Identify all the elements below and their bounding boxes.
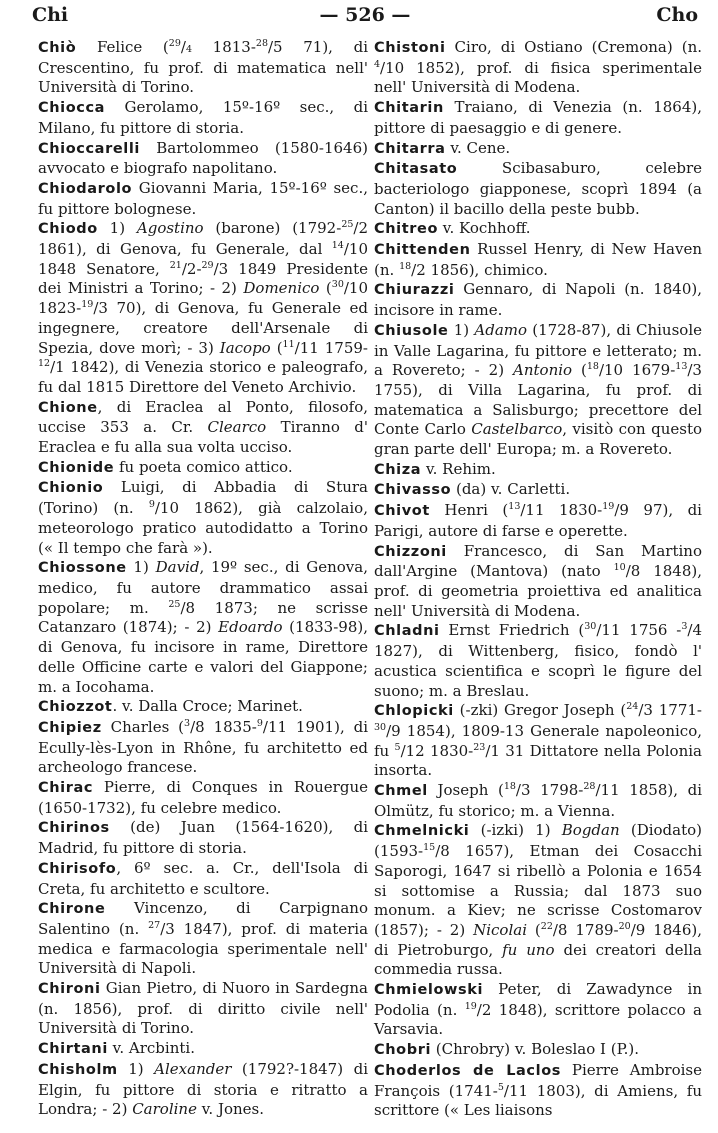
entry-text: /8 1789- [552, 920, 619, 939]
dictionary-entry [374, 821, 702, 980]
entry-date-fraction: 28 [255, 38, 268, 49]
entry-headword: Chitarra [374, 140, 446, 157]
entry-date-fraction: 11 [282, 338, 295, 350]
dictionary-entry [38, 778, 368, 818]
entry-headword: Chionio [38, 480, 104, 497]
dictionary-entry [38, 38, 368, 98]
entry-headword: Chivot [374, 503, 430, 520]
entry-text: 1) [117, 1059, 155, 1078]
entry-headword: Chittenden [374, 242, 471, 259]
entry-text: Gennaro, di Napoli (n. 1840), incisore in rame. [374, 280, 702, 320]
entry-date-fraction: 5 [497, 1081, 504, 1093]
dictionary-entry [374, 701, 702, 781]
entry-headword: Chiurazzi [374, 282, 455, 299]
entry-headword: Chironi [38, 981, 101, 998]
dictionary-entry [374, 38, 702, 98]
entry-italic-text: Adamo [474, 320, 528, 339]
entry-date-fraction: 3 [184, 717, 191, 729]
entry-text: (Chrobry) v. Boleslao I (P.). [431, 1040, 640, 1059]
entry-text: (barone) (1792- [203, 219, 342, 238]
dictionary-entry [38, 219, 368, 397]
entry-text: /4 1827), di Wittenberg, fisico, fondò l' acustica scientifica e scoprì le figure del suono; m. a Breslau. [374, 621, 703, 700]
entry-italic-text: Domenico [243, 279, 320, 298]
entry-date-fraction: 18 [503, 781, 516, 793]
entry-text: /2- [181, 259, 202, 278]
entry-headword: Chione [38, 399, 98, 416]
dictionary-entry [38, 458, 368, 479]
entry-headword: Chirone [38, 901, 106, 918]
entry-text: fu poeta comico attico. [114, 457, 293, 476]
entry-italic-text: fu uno [502, 940, 555, 959]
entry-date-fraction: 25 [341, 219, 354, 231]
entry-headword: Chionide [38, 459, 115, 476]
entry-text: Vincenzo, di Carpignano Salentino (n. [38, 899, 368, 938]
entry-text: /2 1848), scrittore polacco a Varsavia. [374, 1000, 702, 1039]
entry-headword: Chirinos [38, 820, 110, 837]
entry-text: /3 70), di Genova, fu Generale ed ingegnere, creatore dell'Arsenale di Spezia, dove morì; - 3) [38, 299, 368, 357]
entry-text: Henri ( [429, 501, 509, 520]
entry-date-fraction: 13 [508, 501, 521, 513]
entry-text: 1813- [192, 38, 256, 56]
entry-headword: Chiò [38, 40, 77, 56]
entry-headword: Chmielowski [374, 982, 484, 999]
dictionary-entry [38, 718, 368, 778]
entry-text: , 19º sec., di Genova, medico, fu autore drammatico assai popolare; m. [38, 558, 368, 617]
entry-date-fraction: 27 [148, 919, 161, 931]
dictionary-entry [374, 480, 702, 501]
entry-text: /10 1862), già calzolaio, meteorologo pratico autodidatto a Torino (« Il tempo che farà »). [38, 499, 368, 557]
entry-text: dei creatori della commedia russa. [374, 940, 702, 979]
dictionary-entry [38, 1060, 368, 1120]
dictionary-entry [38, 818, 368, 858]
entry-text: /8 1835- [190, 717, 257, 736]
entry-headword: Chioccarelli [38, 140, 140, 157]
entry-text: v. Arcbinti. [107, 1039, 195, 1058]
dictionary-entry [38, 979, 368, 1039]
entry-text: Tiranno d' Eraclea e fu alla sua volta ucciso. [38, 418, 368, 457]
entry-headword: Chiossone [38, 560, 127, 577]
dictionary-entry [374, 219, 702, 240]
entry-text: /9 1854), 1809-13 Generale napoleonico, fu [374, 721, 702, 760]
entry-date-fraction: 18 [586, 361, 599, 373]
dictionary-entry [38, 98, 368, 138]
entry-date-fraction: 19 [602, 501, 615, 513]
entry-headword: Chisholm [38, 1061, 118, 1078]
entry-date-fraction: 29 [168, 38, 181, 49]
dictionary-entry [374, 139, 702, 160]
entry-italic-text: Edoardo [218, 618, 283, 637]
running-head-left: Chi [32, 4, 69, 26]
entry-text: /11 1858), di Olmütz, fu storico; m. a Vienna. [374, 781, 703, 820]
entry-headword: Chmelnicki [374, 823, 470, 840]
dictionary-entry [374, 621, 702, 701]
entry-text: /11 1803), di Amiens, fu scrittore (« Les liaisons [374, 1081, 702, 1120]
entry-text: Giovanni Maria, 15º-16º sec., fu pittore bolognese. [38, 178, 368, 218]
entry-text: Francesco, di San Martino dall'Argine (Mantova) (nato [374, 541, 702, 581]
entry-text: v. Jones. [196, 1100, 265, 1119]
entry-italic-text: Agostino [136, 219, 204, 238]
dictionary-entry [374, 542, 702, 622]
dictionary-entry [374, 460, 702, 481]
entry-text: ( [270, 338, 283, 357]
entry-date-fraction: 29 [201, 259, 214, 271]
entry-text: (Diodato) (1593- [374, 821, 703, 861]
entry-headword: Chlopicki [374, 703, 454, 720]
dictionary-entry [374, 280, 702, 320]
entry-headword: Chirtani [38, 1041, 108, 1058]
entry-text: 1) [448, 320, 475, 339]
entry-text: Ciro, di Ostiano (Cremona) (n. [445, 38, 702, 56]
entry-text: /11 1901), di Ecully-lès-Lyon in Rhône, fu architetto ed archeologo francese. [38, 717, 369, 777]
entry-text: 1) [97, 219, 137, 238]
entry-date-fraction: 14 [331, 240, 344, 252]
entry-text: , di Eraclea al Ponto, filosofo, uccise 353 a. Cr. [38, 397, 368, 437]
entry-text: /9 1846), di Pietroburgo, [374, 920, 703, 959]
entry-text: /3 1771- [638, 701, 702, 720]
entry-text: /5 71), di Crescentino, fu prof. di matematica nell' Università di Torino. [38, 38, 369, 97]
dictionary-entry [374, 501, 702, 541]
entry-text: Bartolommeo (1580-1646) avvocato e biografo napolitano. [38, 138, 368, 178]
entry-text: /10 1848 Senatore, [38, 240, 368, 278]
entry-text: /2 1861), di Genova, fu Generale, dal [38, 219, 369, 259]
entry-date-fraction: 30 [331, 279, 344, 291]
entry-headword: Chiocca [38, 100, 106, 117]
entry-text: /9 97), di Parigi, autore di farse e operette. [374, 501, 702, 540]
entry-text: /3 1755), di Villa Lagarina, fu prof. di matematica a Salisburgo; precettore del Conte Carlo [374, 361, 702, 439]
entry-date-fraction: 20 [618, 920, 631, 932]
entry-date-fraction: 30 [374, 721, 387, 733]
entry-date-fraction: 18 [399, 260, 412, 272]
entry-headword: Chladni [374, 623, 440, 640]
entry-text: , 6º sec. a. Cr., dell'Isola di Creta, fu architetto e scultore. [38, 858, 368, 898]
entry-text: /3 1798- [515, 781, 584, 800]
dictionary-entry [374, 321, 702, 460]
dictionary-entry [374, 98, 702, 138]
dictionary-entry [374, 159, 702, 219]
entry-date-fraction: 9 [148, 499, 155, 511]
dictionary-entry [38, 697, 368, 718]
entry-text: 1) [126, 558, 156, 577]
entry-italic-text: Castelbarco [471, 420, 563, 439]
entry-italic-text: Alexander [154, 1059, 232, 1078]
entry-text: , visitò con questo gran parte dell' Europa; m. a Rovereto. [374, 420, 703, 459]
entry-date-fraction: 19 [464, 1000, 477, 1012]
entry-text: Russel Henry, di New Haven (n. [374, 240, 702, 279]
entry-text: /8 1848), prof. di geometria proiettiva ed analitica nell' Università di Modena. [374, 562, 702, 620]
entry-text: (-izki) 1) [469, 821, 562, 840]
dictionary-entry [38, 179, 368, 219]
dictionary-entry [374, 1061, 702, 1121]
entry-text: Charles ( [101, 717, 185, 736]
entry-headword: Chitasato [374, 161, 458, 178]
entry-date-fraction: 4 [374, 58, 381, 70]
page-number: — 526 — [319, 4, 411, 26]
running-head-right: Cho [656, 4, 698, 26]
entry-text: (-zki) Gregor Joseph ( [453, 701, 627, 720]
entry-text: ( [572, 361, 587, 380]
entry-headword: Choderlos de Laclos [374, 1062, 561, 1079]
entry-date-fraction: 21 [169, 259, 182, 271]
entry-text: (da) v. Carletti. [451, 480, 571, 499]
entry-headword: Chiodarolo [38, 180, 133, 197]
entry-text: Pierre Ambroise François (1741- [374, 1060, 702, 1100]
dictionary-entry [38, 859, 368, 899]
entry-date-fraction: 24 [626, 701, 639, 713]
entry-italic-text: Clearco [207, 418, 267, 437]
entry-text: /10 1852), prof. di fisica sperimentale nell' Università di Modena. [374, 58, 702, 97]
dictionary-entry [374, 1040, 702, 1061]
dictionary-entry [38, 398, 368, 458]
entry-headword: Chiza [374, 461, 422, 478]
entry-text: /11 1756 - [596, 621, 682, 640]
entry-text: Peter, di Zawadynce in Podolia (n. [374, 980, 702, 1019]
entry-headword: Chizzoni [374, 543, 447, 560]
entry-text: /2 1856), chimico. [411, 260, 548, 279]
entry-date-fraction: 5 [394, 741, 401, 753]
entry-date-fraction: 13 [675, 361, 688, 373]
entry-date-fraction: 4 [185, 44, 192, 55]
entry-text: (1728-87), di Chiusole in Valle Lagarina, fu pittore e letterato; m. a Rovereto; - 2) [374, 320, 702, 380]
entry-text: Felice ( [76, 38, 169, 56]
entry-headword: Chipiez [38, 719, 102, 736]
entry-date-fraction: 23 [473, 741, 486, 753]
entry-headword: Chirisofo [38, 860, 117, 877]
entry-italic-text: David [155, 558, 200, 577]
entry-headword: Chistoni [374, 40, 446, 56]
entry-text: / [180, 38, 186, 56]
dictionary-entry [38, 478, 368, 558]
entry-date-fraction: 28 [583, 781, 596, 793]
entry-italic-text: Iacopo [219, 338, 271, 357]
entry-headword: Chirac [38, 780, 94, 797]
entry-italic-text: Bogdan [561, 821, 620, 840]
entry-text: Scibasaburo, celebre bacteriologo giapponese, scoprì 1894 (a Canton) il bacillo della peste bubb. [374, 159, 702, 218]
entry-headword: Chiodo [38, 221, 98, 238]
entry-headword: Chmel [374, 783, 428, 800]
entry-date-fraction: 19 [81, 299, 94, 311]
dictionary-entry [38, 899, 368, 979]
entry-text: Luigi, di Abbadia di Stura (Torino) (n. [38, 478, 368, 518]
entry-date-fraction: 3 [681, 621, 688, 633]
left-column [38, 38, 368, 1120]
entry-headword: Chobri [374, 1042, 432, 1059]
entry-text: /1 31 Dittatore nella Polonia insorta. [374, 741, 702, 780]
entry-text: Gian Pietro, di Nuoro in Sardegna (n. 1856), prof. di diritto civile nell' Università di Torino. [38, 979, 368, 1038]
entry-text: Traiano, di Venezia (n. 1864), pittore di paesaggio e di genere. [374, 98, 702, 137]
entry-date-fraction: 9 [256, 717, 263, 729]
entry-text: /12 1830- [400, 741, 474, 760]
entry-italic-text: Caroline [132, 1100, 197, 1119]
entry-text: /3 1847), prof. di materia medica e farmacologia sperimentale nell' Università di Napoli. [38, 919, 369, 978]
entry-text: v. Cene. [445, 138, 511, 157]
entry-date-fraction: 15 [423, 842, 436, 854]
entry-text: /8 1873; ne scrisse Catanzaro (1874); - 2) [38, 598, 368, 637]
dictionary-entry [374, 980, 702, 1040]
entry-text: v. Kochhoff. [438, 219, 531, 238]
entry-text: /10 1679- [598, 361, 676, 380]
right-column [374, 38, 702, 1121]
entry-headword: Chiozzot [38, 699, 113, 716]
entry-text: v. Rehim. [421, 459, 496, 478]
entry-text: (1833-98), di Genova, fu incisore in rame, Direttore delle Officine carte e valori del Giappone; m. a Iocohama. [38, 618, 368, 696]
entry-text: ( [319, 279, 332, 298]
entry-text: Ernst Friedrich ( [439, 621, 585, 640]
entry-text: Pierre, di Conques in Rouergue (1650-1732), fu celebre medico. [38, 778, 368, 817]
entry-text: . v. Dalla Croce; Marinet. [112, 697, 303, 716]
entry-date-fraction: 12 [38, 358, 51, 370]
page-header [32, 4, 698, 32]
entry-text: Joseph ( [427, 781, 504, 800]
entry-headword: Chitarin [374, 100, 444, 117]
entry-date-fraction: 25 [168, 598, 181, 610]
entry-headword: Chivasso [374, 482, 452, 499]
dictionary-entry [374, 240, 702, 280]
entry-text: /11 1830- [520, 501, 603, 520]
entry-text: /11 1759- [294, 338, 368, 357]
entry-date-fraction: 10 [613, 562, 626, 574]
entry-headword: Chitreo [374, 221, 439, 238]
entry-italic-text: Nicolai [473, 920, 528, 939]
entry-text: /1 1842), di Venezia storico e paleografo, fu dal 1815 Direttore del Veneto Archivio. [38, 358, 368, 396]
entry-text: (de) Juan (1564-1620), di Madrid, fu pittore di storia. [38, 818, 368, 858]
entry-text: ( [527, 920, 541, 939]
dictionary-entry [38, 1039, 368, 1060]
dictionary-entry [374, 781, 702, 821]
entry-text: /10 1823- [38, 279, 369, 318]
entry-text: Gerolamo, 15º-16º sec., di Milano, fu pittore di storia. [38, 98, 368, 137]
entry-text: (1792?-1847) di Elgin, fu pittore di storia e ritratto a Londra; - 2) [38, 1059, 368, 1119]
dictionary-entry [38, 139, 368, 179]
entry-date-fraction: 30 [584, 621, 597, 633]
entry-date-fraction: 22 [540, 920, 553, 932]
entry-italic-text: Antonio [513, 361, 573, 380]
entry-text: /8 1657), Etman dei Cosacchi Saporogi, 1647 si ribellò a Polonia e 1654 si sottomise a Russia; dal 1873 suo monum. a Kiev; ne scrisse Costomarov (1857); - 2) [374, 842, 702, 939]
dictionary-entry [38, 558, 368, 697]
entry-text: /3 1849 Presidente dei Ministri a Torino; - 2) [38, 259, 368, 298]
entry-headword: Chiusole [374, 322, 449, 339]
